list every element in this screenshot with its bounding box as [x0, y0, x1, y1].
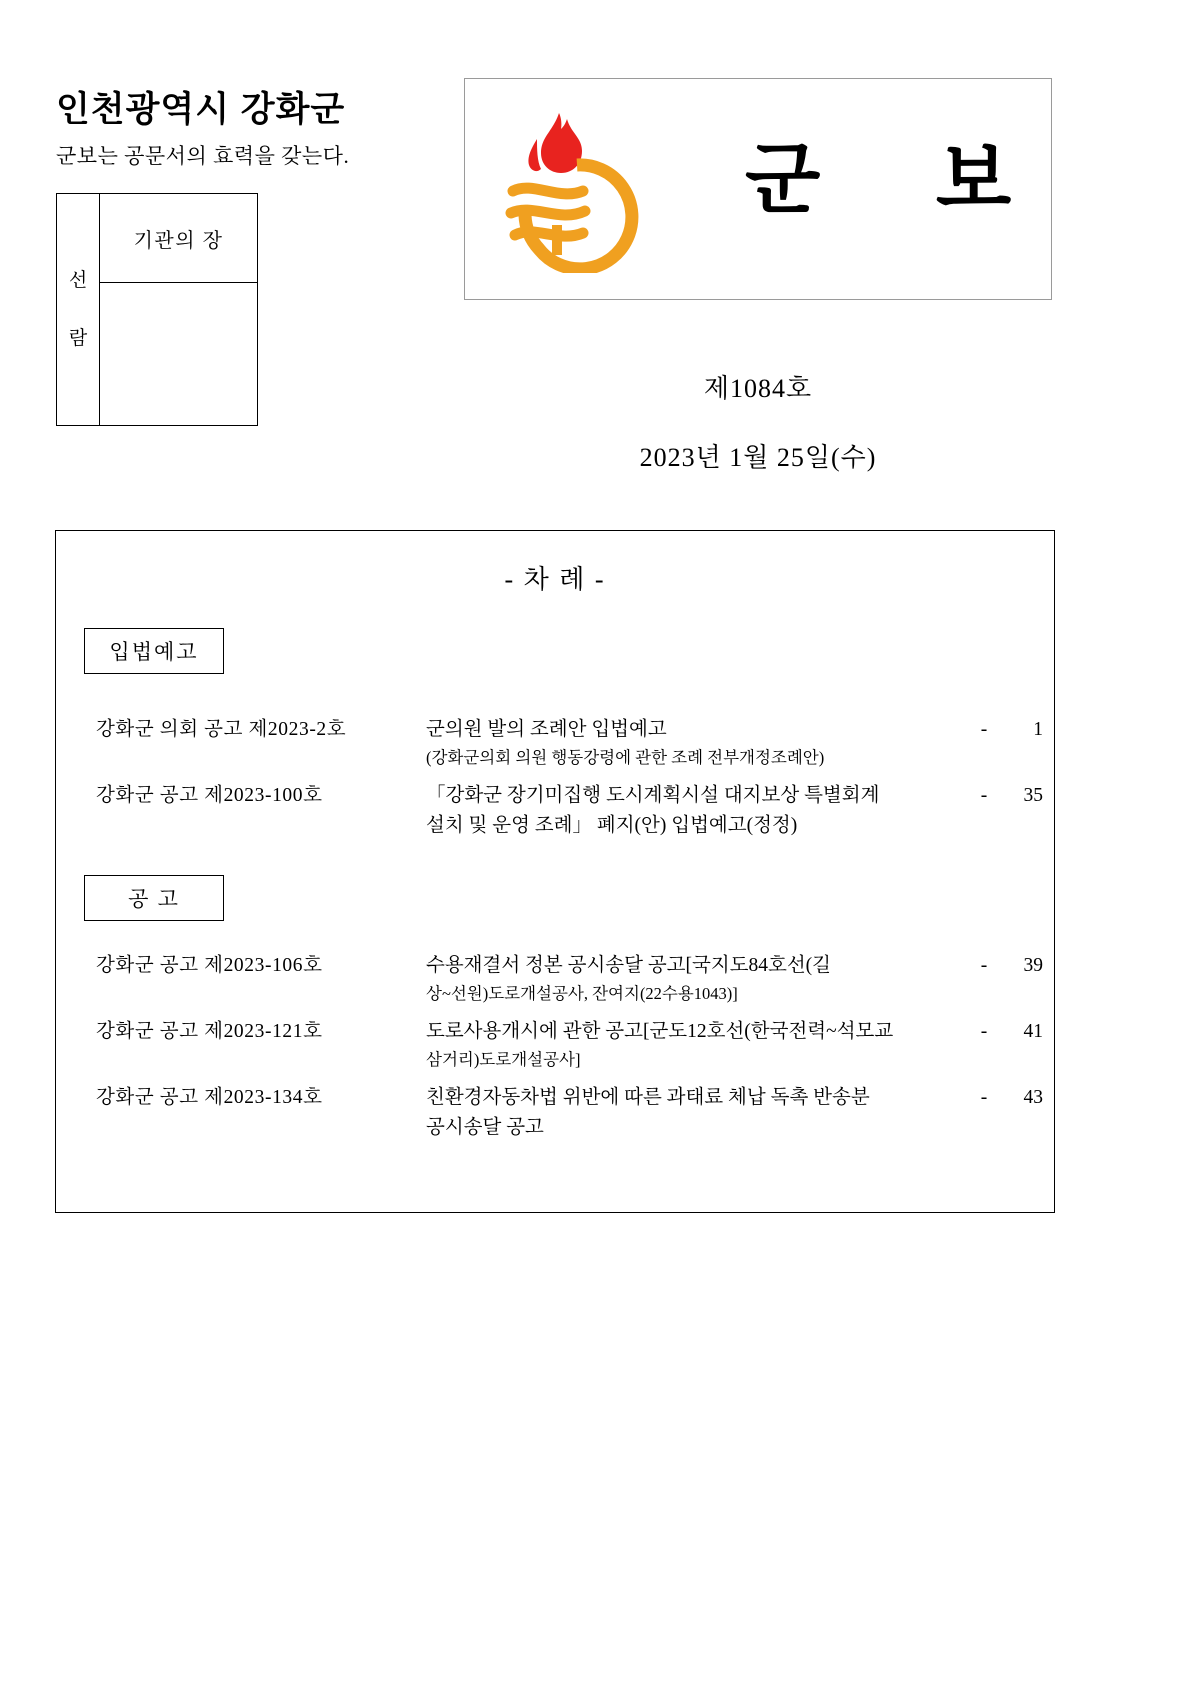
toc-entry-doc-number: 강화군 공고 제2023-134호: [96, 1087, 323, 1108]
toc-entry-dash: -: [980, 719, 988, 740]
approval-signature-area: [100, 283, 257, 425]
toc-entry-dash: -: [980, 785, 988, 806]
toc-entry-title: [426, 715, 956, 771]
toc-entry-dash: -: [980, 1087, 988, 1108]
organization-subtitle: 군보는 공문서의 효력을 갖는다.: [56, 144, 350, 168]
toc-entry-title: [426, 951, 956, 1007]
section-tag-public-notice: 공 고: [84, 875, 224, 921]
toc-entry-page-number: 41: [1023, 1021, 1043, 1042]
issue-date: 2023년 1월 25일(수): [639, 443, 877, 472]
toc-entry-title-line2: 상~선원)도로개설공사, 잔여지(22수용1043)]: [426, 984, 738, 1004]
approval-side-label-2: 람: [68, 327, 88, 349]
toc-entry-dash: -: [980, 1021, 988, 1042]
organization-title: 인천광역시 강화군: [56, 90, 346, 129]
approval-cell-label: 기관의 장: [100, 194, 257, 283]
contents-title: - 차 례 -: [504, 565, 606, 594]
approval-cells: [100, 194, 257, 425]
toc-entry-title-line1: 「강화군 장기미집행 도시계획시설 대지보상 특별회계: [426, 785, 880, 806]
toc-entry-title-line2: (강화군의회 의원 행동강령에 관한 조례 전부개정조례안): [426, 748, 825, 768]
toc-entry-title-line2: 삼거리)도로개설공사]: [426, 1050, 581, 1070]
toc-entry-title: [426, 1083, 956, 1143]
toc-entry-title: [426, 1017, 956, 1073]
section-tag-legislative-notice: 입법예고: [84, 628, 224, 674]
masthead: [464, 78, 1060, 300]
toc-entry-title-line2: 설치 및 운영 조례」 폐지(안) 입법예고(정정): [426, 815, 798, 837]
masthead-title: 군 보: [745, 136, 1060, 223]
toc-entry-title-line1: 군의원 발의 조례안 입법예고: [426, 719, 667, 740]
toc-entry-page-number: 39: [1023, 955, 1043, 976]
toc-entry-dash: -: [980, 955, 988, 976]
approval-box: [56, 193, 258, 426]
toc-entry-page-number: 35: [1023, 785, 1043, 806]
toc-entry-title-line1: 친환경자동차법 위반에 따른 과태료 체납 독촉 반송분: [426, 1087, 870, 1108]
toc-entry-doc-number: 강화군 의회 공고 제2023-2호: [96, 719, 347, 740]
toc-entry-doc-number: 강화군 공고 제2023-106호: [96, 955, 323, 976]
toc-entry-title-line1: 수용재결서 정본 공시송달 공고[국지도84호선(길: [426, 955, 832, 976]
toc-entry-page-number: 1: [1033, 719, 1043, 740]
toc-entry-doc-number: 강화군 공고 제2023-100호: [96, 785, 323, 806]
toc-entry-doc-number: 강화군 공고 제2023-121호: [96, 1021, 323, 1042]
toc-entry-title: [426, 781, 956, 841]
toc-entry-title-line1: 도로사용개시에 관한 공고[군도12호선(한국전력~석모교: [426, 1021, 894, 1042]
toc-entry-title-line2: 공시송달 공고: [426, 1117, 544, 1139]
approval-side-label-1: 선: [68, 269, 88, 291]
flame-emblem-icon: [497, 105, 657, 273]
issue-number: 제1084호: [703, 374, 813, 403]
toc-entry-page-number: 43: [1023, 1087, 1043, 1108]
table-of-contents: [55, 530, 1055, 1213]
approval-side-labels: [57, 194, 100, 425]
